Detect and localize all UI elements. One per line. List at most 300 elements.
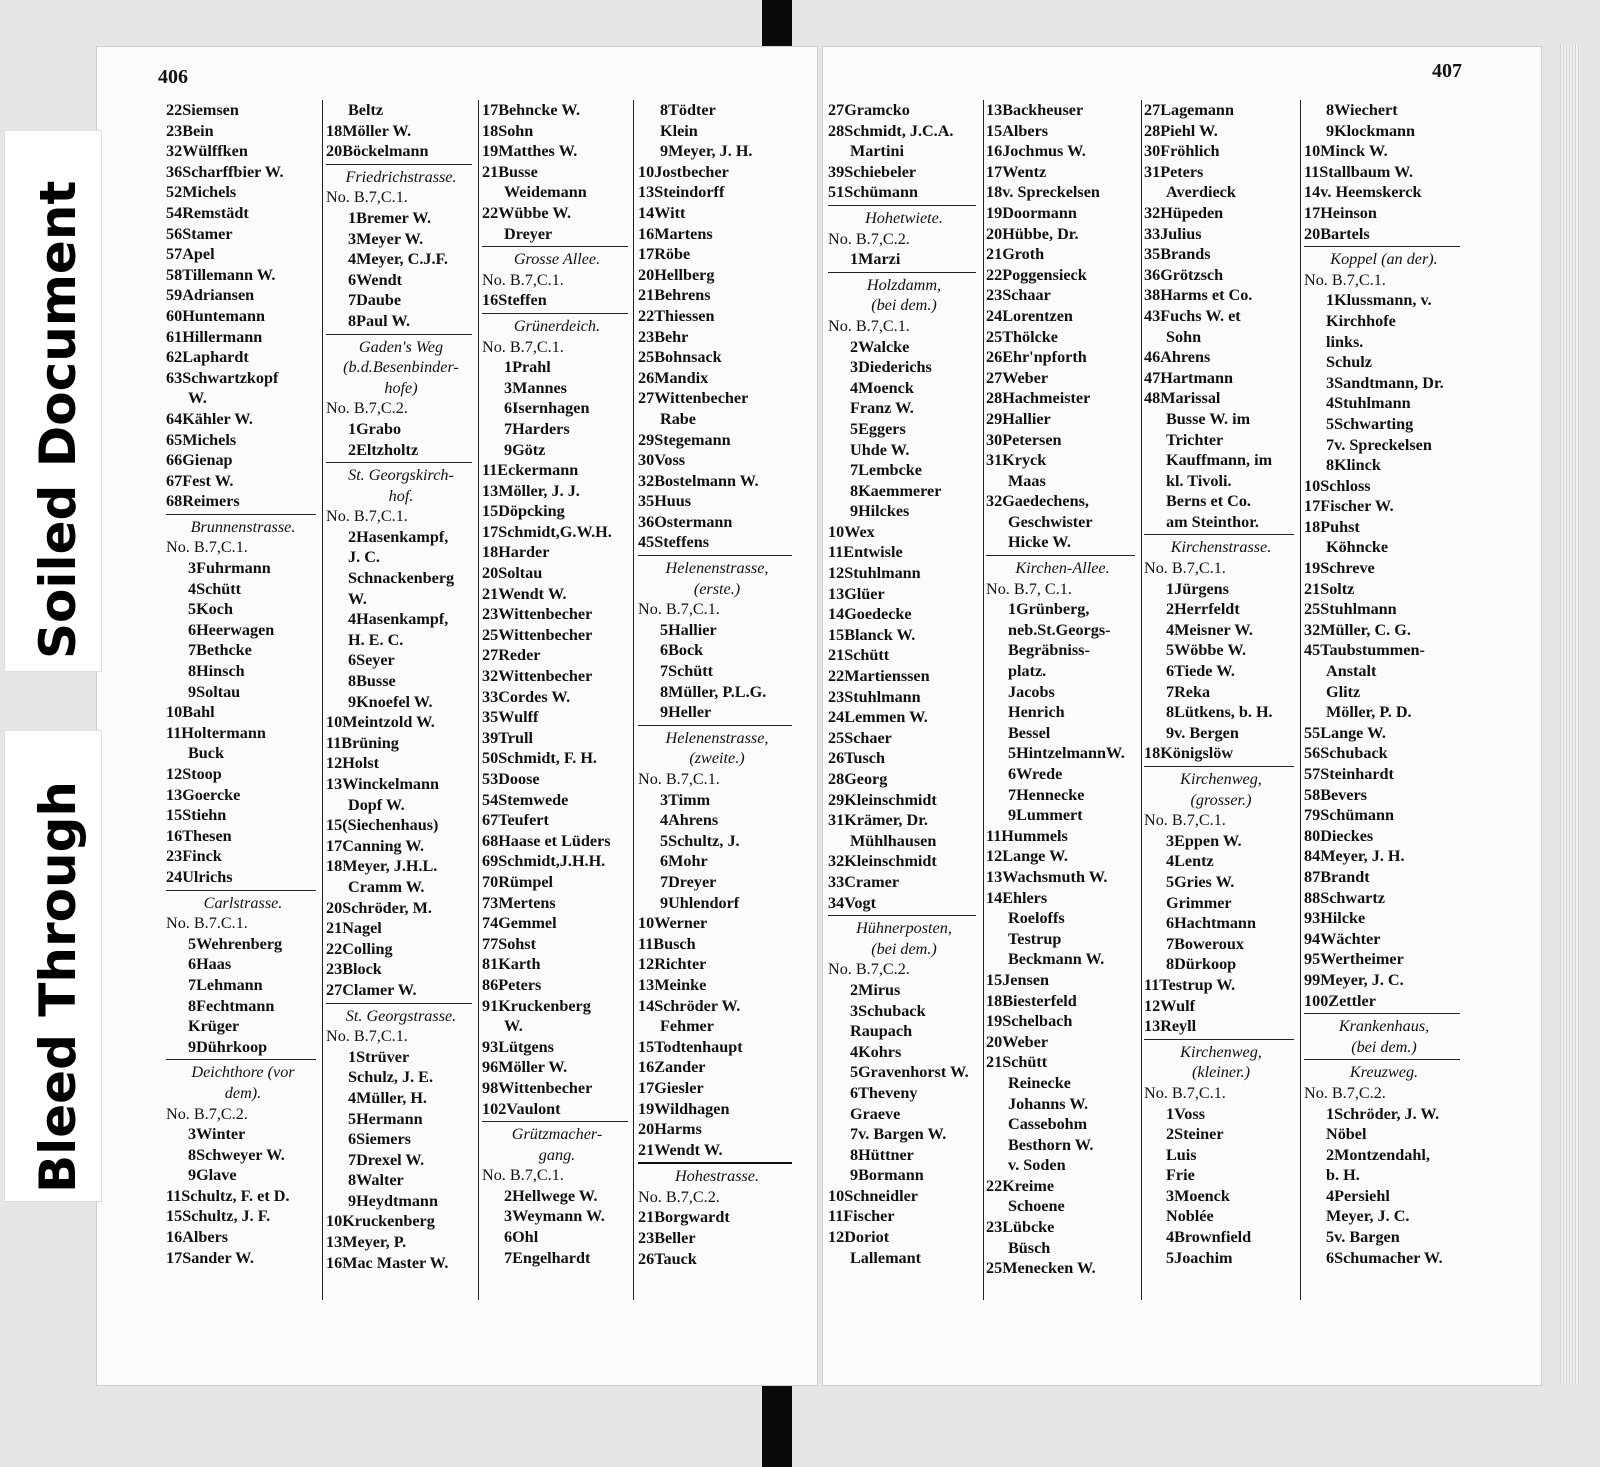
directory-entry: 19Schreve — [1304, 559, 1375, 578]
directory-entry: 2Mirus — [850, 980, 901, 999]
directory-entry: 13Winckelmann — [326, 775, 440, 793]
directory-entry: 6Haas — [188, 955, 232, 974]
directory-entry: Cassebohm — [1008, 1115, 1088, 1134]
directory-entry: Beltz — [348, 101, 384, 119]
directory-entry: 10Wex — [828, 522, 875, 541]
directory-entry: 6Tiede W. — [1166, 662, 1235, 681]
directory-entry: Möller, P. D. — [1326, 703, 1412, 722]
directory-entry: Averdieck — [1166, 183, 1236, 202]
directory-entry: 86Peters — [482, 975, 542, 994]
district-marker: No. B.7,C.1. — [326, 188, 408, 207]
directory-entry: 10Schneidler — [828, 1186, 918, 1205]
directory-entry: 20Hübbe, Dr. — [986, 224, 1079, 243]
section-divider — [482, 313, 628, 314]
directory-entry: 18Puhst — [1304, 517, 1360, 536]
directory-entry: 74Gemmel — [482, 914, 557, 933]
directory-entry: 26Mandix — [638, 368, 709, 387]
street-heading: (zweite.) — [689, 749, 745, 768]
section-divider — [1304, 246, 1460, 247]
directory-entry: 36Grötzsch — [1144, 265, 1224, 284]
directory-entry: 10Bahl — [166, 703, 215, 722]
directory-entry: 6Theveny — [850, 1083, 918, 1102]
directory-entry: 45Steffens — [638, 533, 710, 552]
directory-column-3 — [482, 100, 632, 1268]
soiled-document-label: Soiled Document — [29, 180, 87, 659]
directory-entry: 17Behncke W. — [482, 101, 581, 119]
column-divider — [633, 100, 634, 1300]
directory-entry: 7Dreyer — [660, 872, 717, 891]
directory-entry: 55Lange W. — [1304, 723, 1386, 742]
directory-entry: 39Trull — [482, 728, 533, 747]
directory-entry: 3Mannes — [504, 378, 567, 397]
directory-entry: Cramm W. — [348, 877, 425, 896]
directory-entry: 7Engelhardt — [504, 1248, 591, 1267]
directory-entry: 14Goedecke — [828, 605, 912, 624]
directory-entry: 84Meyer, J. H. — [1304, 847, 1405, 866]
directory-entry: 9Glave — [188, 1166, 237, 1185]
directory-entry: 9Uhlendorf — [660, 893, 740, 912]
directory-entry: 15Jensen — [986, 970, 1049, 989]
column-divider — [1300, 100, 1301, 1300]
street-heading: Koppel (an der). — [1330, 250, 1438, 269]
directory-entry: 19Doormann — [986, 203, 1077, 222]
directory-entry: 6Schumacher W. — [1326, 1248, 1443, 1267]
district-marker: No. B.7,C.1. — [326, 1027, 408, 1046]
district-marker: No. B.7,C.2. — [326, 399, 408, 418]
binding-spine-bottom — [762, 1380, 792, 1467]
directory-entry: 52Michels — [166, 183, 237, 202]
directory-entry: 33Julius — [1144, 224, 1202, 243]
directory-entry: 35Huus — [638, 492, 692, 511]
directory-entry: 11Eckermann — [482, 461, 579, 480]
directory-entry: 13Meyer, P. — [326, 1233, 407, 1252]
directory-entry: 5Schultz, J. — [660, 831, 740, 850]
directory-entry: 3Sandtmann, Dr. — [1326, 373, 1444, 392]
directory-entry: 5Schwarting — [1326, 414, 1414, 433]
district-marker: No. B.7,C.1. — [482, 337, 564, 356]
directory-entry: 4Schütt — [188, 579, 242, 598]
page-edges — [1560, 44, 1580, 1384]
directory-entry: 30Voss — [638, 451, 686, 470]
directory-entry: 33Cramer — [828, 872, 900, 891]
directory-entry: 22Martienssen — [828, 667, 930, 686]
street-heading: Friedrichstrasse. — [345, 167, 457, 186]
directory-entry: 4Brownfield — [1166, 1228, 1252, 1247]
directory-entry: 1Voss — [1166, 1104, 1205, 1123]
directory-entry: 16Martens — [638, 224, 713, 243]
directory-column-4 — [638, 100, 796, 1269]
directory-entry: 2Steiner — [1166, 1125, 1224, 1144]
directory-entry: 9Heydtmann — [348, 1191, 438, 1210]
directory-entry: 10Werner — [638, 914, 708, 933]
directory-entry: 8Klinck — [1326, 456, 1381, 475]
directory-entry: 3Winter — [188, 1125, 246, 1144]
directory-entry: 73Mertens — [482, 893, 556, 912]
directory-entry: 23Wittenbecher — [482, 605, 593, 624]
directory-entry: 1Schröder, J. W. — [1326, 1104, 1440, 1123]
directory-entry: Begräbniss- — [1008, 641, 1090, 660]
street-heading: (bei dem.) — [871, 296, 937, 315]
directory-entry: 95Wertheimer — [1304, 950, 1404, 969]
directory-entry: 99Meyer, J. C. — [1304, 970, 1404, 989]
directory-entry: 22Poggensieck — [986, 265, 1087, 284]
directory-entry: Sohn — [1166, 327, 1202, 346]
directory-entry: Schnackenberg — [348, 569, 455, 588]
directory-entry: 2Hellwege W. — [504, 1186, 598, 1205]
directory-entry: 7Harders — [504, 419, 570, 438]
directory-entry: 23Schaar — [986, 286, 1051, 305]
street-heading: Hühnerposten, — [856, 919, 952, 938]
directory-entry: 63Schwartzkopf — [166, 368, 279, 387]
section-divider — [1304, 1059, 1460, 1060]
directory-entry: 32Müller, C. G. — [1304, 620, 1411, 639]
directory-entry: 13Möller, J. J. — [482, 481, 580, 500]
directory-entry: Glitz — [1326, 682, 1361, 701]
directory-entry: 79Schümann — [1304, 806, 1394, 825]
directory-entry: 20Schröder, M. — [326, 898, 432, 917]
section-divider — [1144, 1039, 1294, 1040]
district-marker: No. B.7,C.1. — [638, 600, 720, 619]
district-marker: No. B.7,C.1. — [1144, 559, 1226, 578]
directory-entry: 2Montzendahl, — [1326, 1145, 1430, 1164]
directory-entry: 32Gaedechens, — [986, 492, 1089, 511]
directory-entry: 1Jürgens — [1166, 579, 1229, 598]
directory-entry: 81Karth — [482, 955, 541, 974]
directory-entry: 13Backheuser — [986, 101, 1084, 119]
column-divider — [1141, 100, 1142, 1300]
directory-entry: 32Kleinschmidt — [828, 852, 937, 871]
directory-entry: 8Müller, P.L.G. — [660, 682, 767, 701]
directory-entry: 59Adriansen — [166, 286, 255, 305]
directory-entry: 6Ohl — [504, 1228, 539, 1247]
directory-entry: 11Hummels — [986, 826, 1068, 845]
directory-entry: 1Bremer W. — [348, 208, 432, 227]
directory-entry: 21Wendt W. — [638, 1140, 723, 1159]
directory-entry: 18Möller W. — [326, 121, 412, 140]
directory-entry: 1Prahl — [504, 358, 551, 377]
directory-entry: 13Glüer — [828, 584, 885, 603]
directory-entry: 38Harms et Co. — [1144, 286, 1253, 305]
directory-entry: Grimmer — [1166, 893, 1232, 912]
directory-entry: 26Tauck — [638, 1249, 697, 1268]
directory-entry: 68Haase et Lüders — [482, 831, 611, 850]
street-heading: (grosser.) — [1190, 790, 1252, 809]
directory-entry: 46Ahrens — [1144, 348, 1211, 367]
directory-entry: 24Lorentzen — [986, 306, 1073, 325]
directory-entry: 20Bartels — [1304, 224, 1370, 243]
directory-entry: 28Hachmeister — [986, 389, 1091, 408]
directory-entry: 16Mac Master W. — [326, 1253, 449, 1272]
directory-entry: 28Piehl W. — [1144, 121, 1218, 140]
directory-entry: 30Fröhlich — [1144, 142, 1220, 161]
directory-entry: 5Gravenhorst W. — [850, 1063, 969, 1082]
street-heading: Kirchenweg, — [1180, 1042, 1262, 1061]
section-divider — [638, 555, 792, 556]
directory-entry: 23Lübcke — [986, 1218, 1055, 1237]
directory-entry: 1Strüver — [348, 1047, 410, 1066]
directory-entry: Reinecke — [1008, 1073, 1071, 1092]
directory-entry: 21Nagel — [326, 919, 382, 938]
soiled-document-stamp — [4, 130, 102, 672]
section-divider — [1144, 534, 1294, 535]
directory-entry: 18v. Spreckelsen — [986, 183, 1100, 202]
directory-entry: 50Schmidt, F. H. — [482, 749, 597, 768]
directory-entry: 9Lummert — [1008, 806, 1083, 825]
directory-entry: Franz W. — [850, 399, 914, 418]
directory-entry: 64Kähler W. — [166, 409, 253, 428]
directory-entry: Lallemant — [850, 1248, 922, 1267]
district-marker: No. B.7,C.1. — [166, 538, 248, 557]
directory-entry: 43Fuchs W. et — [1144, 306, 1241, 325]
directory-entry: 66Gienap — [166, 451, 233, 470]
directory-entry: 25Stuhlmann — [1304, 600, 1397, 619]
directory-entry: 28Schmidt, J.C.A. — [828, 121, 954, 140]
section-divider — [828, 272, 976, 273]
directory-entry: Fehmer — [660, 1017, 714, 1036]
directory-entry: 18Harder — [482, 543, 550, 562]
directory-entry: Bessel — [1008, 723, 1051, 742]
street-heading: Brunnenstrasse. — [190, 517, 296, 536]
district-marker: No. B.7,C.2. — [638, 1187, 720, 1206]
column-divider — [983, 100, 984, 1300]
directory-entry: 14v. Heemskerck — [1304, 183, 1422, 202]
directory-entry: 1Grabo — [348, 419, 402, 438]
directory-entry: W. — [504, 1017, 523, 1036]
district-marker: No. B.7,C.1. — [326, 507, 408, 526]
directory-entry: 9Knoefel W. — [348, 692, 433, 711]
directory-entry: 4Persiehl — [1326, 1186, 1390, 1205]
directory-column-1 — [166, 100, 320, 1268]
directory-entry: Buck — [188, 744, 224, 763]
directory-entry: 21Wendt W. — [482, 584, 567, 603]
directory-entry: 6Wrede — [1008, 765, 1063, 783]
directory-entry: 5HintzelmannW. — [1008, 744, 1125, 763]
directory-entry: H. E. C. — [348, 630, 404, 649]
directory-entry: 3Moenck — [1166, 1186, 1230, 1205]
directory-entry: 7Schütt — [660, 662, 714, 681]
district-marker: No. B.7,C.2. — [828, 229, 910, 248]
directory-entry: 11Busch — [638, 934, 696, 953]
directory-entry: v. Soden — [1008, 1156, 1066, 1175]
directory-entry: 25Schaer — [828, 728, 892, 747]
directory-entry: 21Soltz — [1304, 579, 1355, 598]
directory-entry: 5Hallier — [660, 620, 717, 639]
district-marker: No. B.7,C.1. — [482, 270, 564, 289]
directory-entry: 21Groth — [986, 245, 1045, 264]
directory-entry: 14Ehlers — [986, 888, 1048, 907]
directory-entry: 3Weymann W. — [504, 1207, 605, 1226]
directory-entry: 25Menecken W. — [986, 1259, 1096, 1278]
directory-entry: 27Gramcko — [828, 101, 910, 119]
directory-column-5 — [828, 100, 980, 1268]
directory-entry: 68Reimers — [166, 492, 240, 511]
directory-entry: Rabe — [660, 409, 696, 428]
directory-entry: 19Matthes W. — [482, 142, 578, 161]
directory-entry: 17Sander W. — [166, 1248, 254, 1267]
directory-entry: 2Herrfeldt — [1166, 600, 1240, 619]
district-marker: No. B.7,C.1. — [828, 316, 910, 335]
directory-entry: 6Wendt — [348, 270, 402, 289]
district-marker: No. B.7,C.2. — [1304, 1083, 1386, 1102]
directory-entry: 18Sohn — [482, 121, 534, 140]
directory-entry: 62Laphardt — [166, 348, 249, 367]
directory-entry: 17Schmidt,G.W.H. — [482, 522, 612, 541]
directory-entry: Dreyer — [504, 224, 553, 243]
directory-entry: 22Wübbe W. — [482, 203, 572, 222]
directory-entry: 70Rümpel — [482, 872, 554, 891]
directory-entry: 12Wulf — [1144, 996, 1195, 1015]
directory-entry: 16Thesen — [166, 826, 232, 845]
directory-entry: 23Stuhlmann — [828, 687, 921, 706]
directory-entry: b. H. — [1326, 1166, 1360, 1185]
directory-entry: J. C. — [348, 548, 380, 567]
directory-entry: 8Hinsch — [188, 662, 245, 681]
section-divider — [166, 514, 316, 515]
directory-entry: 10Meintzold W. — [326, 713, 435, 732]
street-heading: hofe) — [384, 378, 418, 397]
directory-entry: 31Peters — [1144, 162, 1204, 181]
directory-entry: Weidemann — [504, 183, 587, 202]
directory-entry: Graeve — [850, 1104, 901, 1123]
district-marker: No. B.7, C.1. — [986, 579, 1072, 598]
directory-entry: 20Hellberg — [638, 265, 715, 284]
directory-entry: 17Wentz — [986, 162, 1047, 181]
directory-entry: 28Georg — [828, 770, 888, 788]
directory-entry: 26Tusch — [828, 749, 885, 768]
directory-entry: 7v. Spreckelsen — [1326, 435, 1432, 454]
directory-entry: Besthorn W. — [1008, 1135, 1094, 1154]
directory-entry: 31Kryck — [986, 451, 1047, 470]
directory-entry: 45Taubstummen- — [1304, 641, 1425, 660]
directory-entry: 20Harms — [638, 1120, 702, 1139]
directory-entry: 12Richter — [638, 955, 707, 974]
directory-entry: Klein — [660, 121, 698, 140]
directory-entry: 7Hennecke — [1008, 785, 1085, 804]
directory-entry: 9Heller — [660, 703, 712, 722]
section-divider — [326, 462, 472, 463]
street-heading: Carlstrasse. — [203, 893, 283, 912]
directory-entry: 21Behrens — [638, 286, 711, 305]
district-marker: No. B.7,C.2. — [166, 1104, 248, 1123]
directory-entry: 9Soltau — [188, 682, 241, 701]
directory-entry: 24Lemmen W. — [828, 708, 928, 727]
directory-entry: 13Steindorff — [638, 183, 725, 202]
street-heading: Krankenhaus, — [1338, 1017, 1430, 1036]
directory-entry: 23Finck — [166, 847, 222, 866]
street-heading: Holzdamm, — [866, 275, 942, 294]
directory-entry: 5Wöbbe W. — [1166, 641, 1247, 660]
directory-entry: 5Koch — [188, 600, 233, 619]
directory-entry: Kirchhofe — [1326, 311, 1396, 330]
street-heading: (bei dem.) — [1351, 1037, 1417, 1056]
section-divider — [326, 1003, 472, 1004]
directory-entry: 3Schuback — [850, 1001, 926, 1020]
directory-entry: 3Eppen W. — [1166, 831, 1242, 850]
directory-entry: 69Schmidt,J.H.H. — [482, 852, 606, 871]
directory-entry: 9Götz — [504, 440, 546, 459]
street-heading: (kleiner.) — [1192, 1063, 1250, 1082]
directory-entry: 27Reder — [482, 646, 541, 665]
binding-spine-top — [762, 0, 792, 50]
directory-entry: 8Walter — [348, 1171, 404, 1190]
directory-entry: 14Witt — [638, 203, 686, 222]
directory-entry: 4Meyer, C.J.F. — [348, 250, 448, 269]
directory-entry: 29Stegemann — [638, 430, 731, 449]
directory-entry: 54Stemwede — [482, 790, 569, 809]
directory-entry: 8Kaemmerer — [850, 481, 942, 500]
directory-entry: 23Bein — [166, 121, 214, 140]
directory-entry: 15Todtenhaupt — [638, 1037, 743, 1056]
directory-entry: 22Kreime — [986, 1176, 1055, 1195]
section-divider — [326, 334, 472, 335]
directory-entry: 47Hartmann — [1144, 368, 1234, 387]
directory-column-6 — [986, 100, 1139, 1279]
directory-entry: 32Wülffken — [166, 142, 248, 161]
directory-entry: 15Stiehn — [166, 806, 227, 825]
directory-entry: 27Wittenbecher — [638, 389, 749, 408]
directory-entry: 1Klussmann, v. — [1326, 291, 1432, 310]
directory-entry: 20Soltau — [482, 564, 543, 583]
section-divider — [326, 164, 472, 165]
directory-entry: Schoene — [1008, 1197, 1065, 1216]
directory-entry: 3Diederichs — [850, 358, 932, 377]
directory-entry: 2Eltzholtz — [348, 440, 419, 459]
directory-entry: Kauffmann, im — [1166, 451, 1273, 470]
district-marker: No. B.7,C.1. — [1144, 811, 1226, 830]
directory-entry: 20Weber — [986, 1032, 1049, 1051]
directory-entry: 7Lembcke — [850, 461, 922, 480]
street-heading: Deichthore (vor — [191, 1063, 295, 1082]
directory-entry: 26Ehr'npforth — [986, 348, 1087, 367]
directory-entry: neb.St.Georgs- — [1008, 620, 1111, 639]
directory-entry: 17Canning W. — [326, 836, 425, 855]
directory-entry: 25Wittenbecher — [482, 625, 593, 644]
directory-entry: 13Reyll — [1144, 1017, 1197, 1036]
directory-entry: 17Fischer W. — [1304, 497, 1394, 516]
street-heading: gang. — [538, 1145, 576, 1164]
street-heading: (b.d.Besenbinder- — [343, 358, 459, 377]
directory-entry: 10Schloss — [1304, 476, 1371, 495]
directory-entry: 6Seyer — [348, 651, 395, 670]
directory-entry: 11Testrup W. — [1144, 975, 1236, 994]
directory-entry: 35Wulff — [482, 708, 539, 727]
directory-entry: 8Busse — [348, 672, 396, 691]
directory-entry: 5v. Bargen — [1326, 1228, 1400, 1247]
directory-entry: 6Bock — [660, 641, 704, 660]
street-heading: Helenenstrasse, — [665, 728, 769, 747]
directory-entry: Schulz — [1326, 353, 1372, 372]
street-heading: Kreuzweg. — [1349, 1063, 1419, 1082]
directory-entry: Maas — [1008, 471, 1046, 490]
directory-entry: 6Mohr — [660, 852, 708, 871]
directory-entry: Frie — [1166, 1166, 1195, 1185]
directory-entry: 25Thölcke — [986, 327, 1058, 346]
directory-entry: 13Goercke — [166, 785, 241, 804]
district-marker: No. B.7,C.1. — [1304, 270, 1386, 289]
directory-entry: 19Schelbach — [986, 1012, 1073, 1031]
directory-entry: 57Apel — [166, 245, 215, 264]
directory-entry: Mühlhausen — [850, 831, 937, 850]
directory-entry: 102Vaulont — [482, 1099, 561, 1118]
directory-entry: 11Stallbaum W. — [1304, 162, 1413, 181]
directory-entry: 16Albers — [166, 1228, 229, 1247]
directory-entry: 4Kohrs — [850, 1042, 902, 1061]
street-heading: Helenenstrasse, — [665, 559, 769, 578]
directory-entry: Beckmann W. — [1008, 950, 1105, 969]
directory-entry: Martini — [850, 142, 904, 161]
directory-entry: Uhde W. — [850, 440, 910, 459]
directory-entry: Dopf W. — [348, 795, 405, 814]
